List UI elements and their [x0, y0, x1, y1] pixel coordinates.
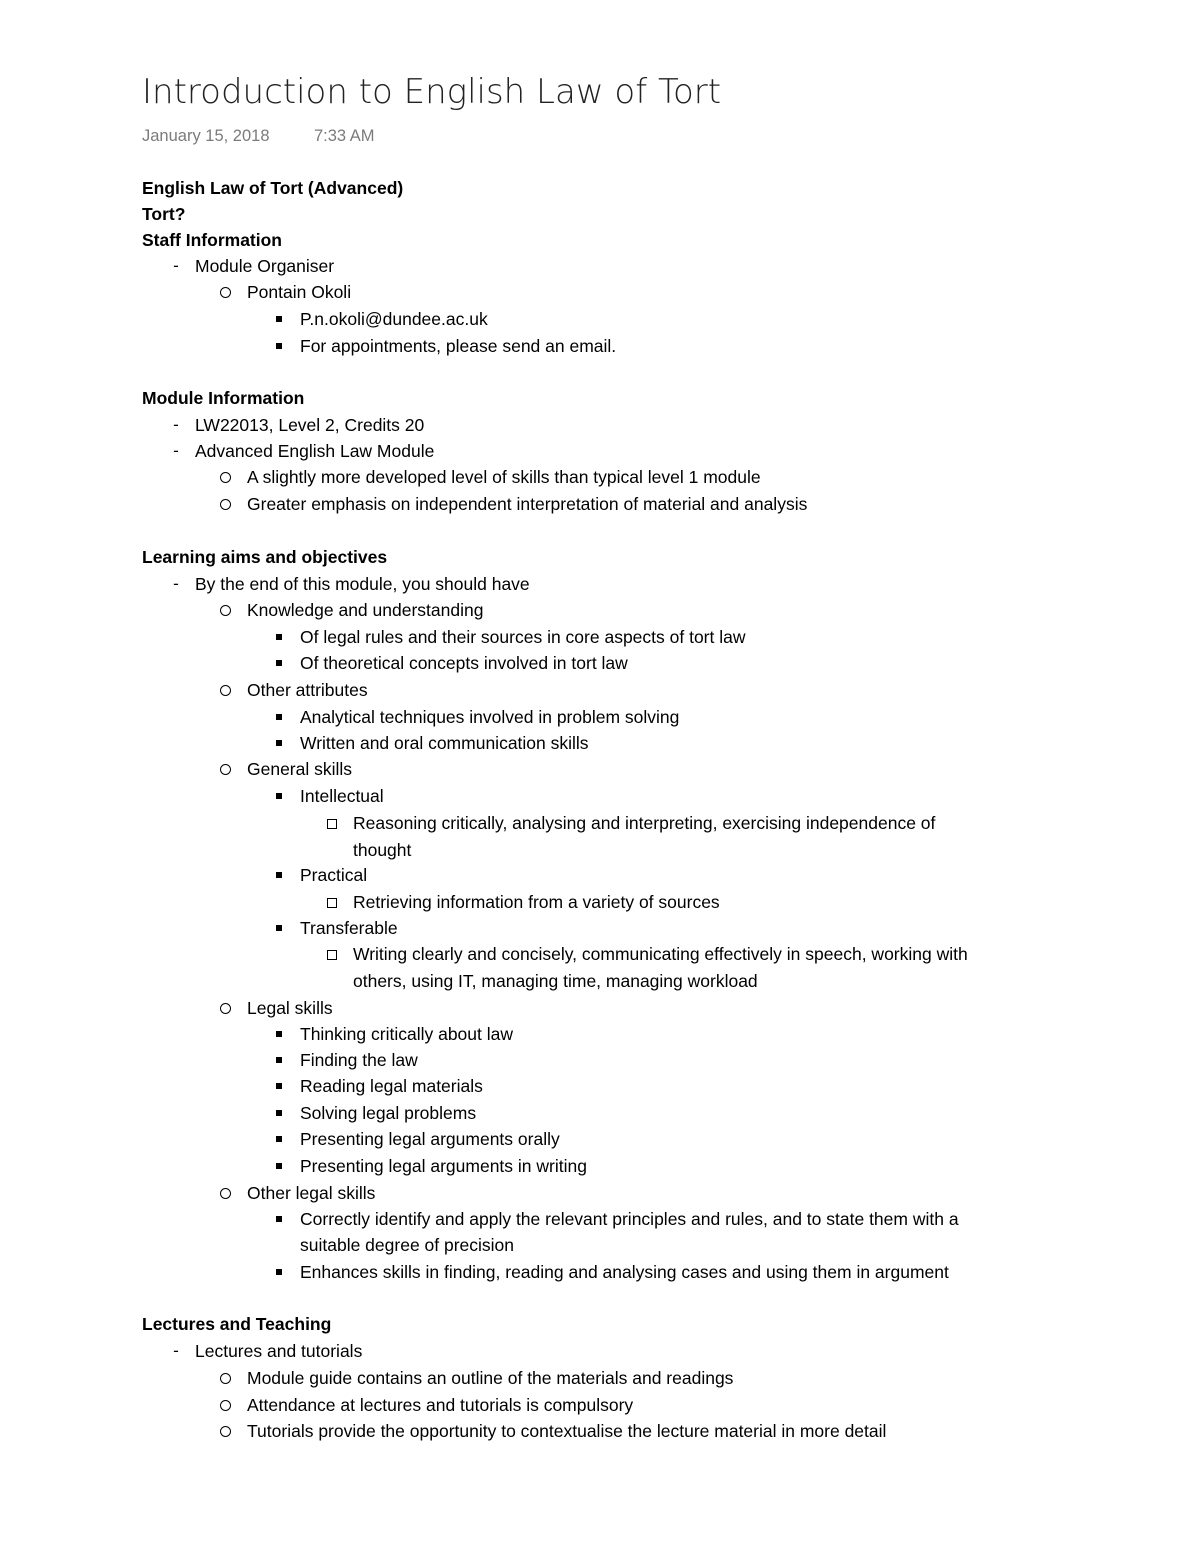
list-item-text: Presenting legal arguments in writing: [300, 1156, 587, 1176]
list-item-text: By the end of this module, you should have: [195, 574, 530, 594]
list-item-text: Reading legal materials: [300, 1076, 483, 1096]
section-heading: Tort?: [142, 204, 186, 224]
list-item-text: Greater emphasis on independent interpretation of material and analysis: [247, 494, 808, 514]
list-item-text: Of theoretical concepts involved in tort law: [300, 653, 628, 673]
list-item-text: Enhances skills in finding, reading and analysing cases and using them in argument: [300, 1262, 949, 1282]
circle-bullet-icon: [220, 472, 231, 483]
square-bullet-icon: [276, 316, 282, 322]
square-bullet-icon: [276, 872, 282, 878]
circle-bullet-icon: [220, 1003, 231, 1014]
list-item-text: Analytical techniques involved in problem solving: [300, 707, 680, 727]
square-bullet-icon: [276, 1031, 282, 1037]
square-bullet-icon: [276, 740, 282, 746]
square-bullet-icon: [276, 343, 282, 349]
circle-bullet-icon: [220, 499, 231, 510]
square-bullet-icon: [276, 793, 282, 799]
dash-bullet-icon: -: [173, 574, 179, 593]
circle-bullet-icon: [220, 605, 231, 616]
list-item-text: P.n.okoli@dundee.ac.uk: [300, 309, 488, 329]
list-item-text: suitable degree of precision: [300, 1235, 515, 1255]
square-bullet-icon: [276, 1110, 282, 1116]
list-item-text: General skills: [247, 759, 353, 779]
list-item-text: Writing clearly and concisely, communicating effectively in speech, working with: [353, 944, 968, 964]
list-item-text: Presenting legal arguments orally: [300, 1129, 560, 1149]
circle-bullet-icon: [220, 287, 231, 298]
section-heading: Module Information: [142, 388, 305, 408]
list-item-text: A slightly more developed level of skills than typical level 1 module: [247, 467, 761, 487]
circle-bullet-icon: [220, 1400, 231, 1411]
note-date: January 15, 2018: [142, 127, 270, 145]
circle-bullet-icon: [220, 685, 231, 696]
section-heading: Lectures and Teaching: [142, 1314, 332, 1334]
list-item-text: For appointments, please send an email.: [300, 336, 617, 356]
square-bullet-icon: [276, 925, 282, 931]
list-item-text: Of legal rules and their sources in core aspects of tort law: [300, 627, 746, 647]
list-item-text: Transferable: [300, 918, 398, 938]
list-item-text: Lectures and tutorials: [195, 1341, 363, 1361]
list-item-text: others, using IT, managing time, managing workload: [353, 971, 758, 991]
list-item-text: LW22013, Level 2, Credits 20: [195, 415, 425, 435]
list-item-text: Reasoning critically, analysing and interpreting, exercising independence of: [353, 813, 936, 833]
dash-bullet-icon: -: [173, 415, 179, 434]
list-item-text: Attendance at lectures and tutorials is compulsory: [247, 1395, 634, 1415]
list-item-text: Module Organiser: [195, 256, 335, 276]
section-heading: Learning aims and objectives: [142, 547, 388, 567]
square-bullet-icon: [276, 714, 282, 720]
dash-bullet-icon: -: [173, 1341, 179, 1360]
list-item-text: Legal skills: [247, 998, 333, 1018]
square-bullet-icon: [276, 1083, 282, 1089]
list-item-text: Thinking critically about law: [300, 1024, 514, 1044]
section-heading: Staff Information: [142, 230, 282, 250]
list-item-text: Written and oral communication skills: [300, 733, 589, 753]
list-item-text: Other legal skills: [247, 1183, 376, 1203]
square-bullet-icon: [276, 1136, 282, 1142]
list-item-text: Tutorials provide the opportunity to contextualise the lecture material in more detail: [247, 1421, 887, 1441]
circle-bullet-icon: [220, 764, 231, 775]
list-item-text: Practical: [300, 865, 368, 885]
square-bullet-icon: [276, 1269, 282, 1275]
section-heading: English Law of Tort (Advanced): [142, 178, 404, 198]
circle-bullet-icon: [220, 1373, 231, 1384]
list-item-text: Knowledge and understanding: [247, 600, 484, 620]
list-item-text: thought: [353, 840, 412, 860]
note-time: 7:33 AM: [314, 127, 375, 145]
list-item-text: Retrieving information from a variety of sources: [353, 892, 720, 912]
list-item-text: Solving legal problems: [300, 1103, 477, 1123]
list-item-text: Module guide contains an outline of the materials and readings: [247, 1368, 734, 1388]
circle-bullet-icon: [220, 1426, 231, 1437]
hollow-square-bullet-icon: [327, 950, 337, 960]
square-bullet-icon: [276, 1057, 282, 1063]
list-item-text: Correctly identify and apply the relevant principles and rules, and to state them with a: [300, 1209, 959, 1229]
dash-bullet-icon: -: [173, 256, 179, 275]
list-item-text: Advanced English Law Module: [195, 441, 435, 461]
dash-bullet-icon: -: [173, 441, 179, 460]
hollow-square-bullet-icon: [327, 898, 337, 908]
square-bullet-icon: [276, 1163, 282, 1169]
square-bullet-icon: [276, 1216, 282, 1222]
list-item-text: Intellectual: [300, 786, 384, 806]
hollow-square-bullet-icon: [327, 819, 337, 829]
page-title: Introduction to English Law of Tort: [142, 72, 722, 112]
list-item-text: Other attributes: [247, 680, 368, 700]
list-item-text: Pontain Okoli: [247, 282, 352, 302]
circle-bullet-icon: [220, 1188, 231, 1199]
list-item-text: Finding the law: [300, 1050, 418, 1070]
square-bullet-icon: [276, 660, 282, 666]
square-bullet-icon: [276, 634, 282, 640]
